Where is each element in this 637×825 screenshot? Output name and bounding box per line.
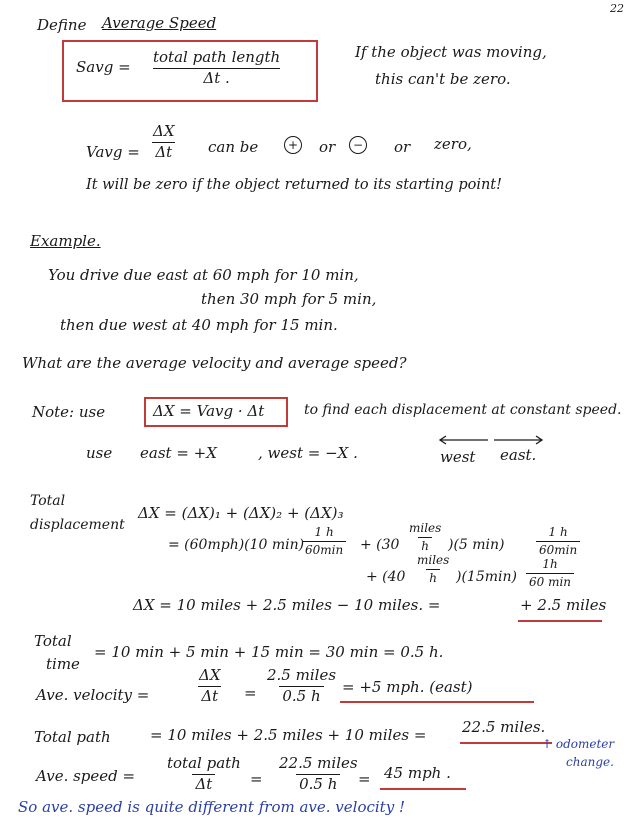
- velocity-fraction: $\frac{\Delta X}{\Delta t}$: [199, 666, 221, 705]
- example-question: What are the average velocity and average speed?: [22, 354, 407, 372]
- savg-numerator: total path length: [153, 48, 281, 66]
- displacement-result: ΔX = 10 miles + 2.5 miles − 10 miles. =: [133, 596, 441, 614]
- savg-denominator: Δt .: [153, 68, 279, 87]
- path-underline: [460, 742, 552, 744]
- path-label: Total path: [34, 728, 111, 746]
- fraction-5: 1h 60 min: [526, 558, 574, 588]
- speed-label: Ave. speed =: [36, 767, 136, 785]
- path-equation: = 10 miles + 2.5 miles + 10 miles =: [150, 726, 427, 744]
- example-line-1: You drive due east at 60 mph for 10 min,: [48, 266, 359, 284]
- example-line-2: then 30 mph for 5 min,: [201, 290, 377, 308]
- displacement-eq1: ΔX = (ΔX)₁ + (ΔX)₂ + (ΔX)₃: [138, 504, 344, 522]
- vavg-can-be: can be: [208, 138, 259, 156]
- fraction-4: miles h: [417, 553, 450, 585]
- use-label: use: [86, 444, 113, 462]
- displacement-eq2-b: + (30: [360, 537, 400, 553]
- section-title: Average Speed: [102, 14, 217, 32]
- displacement-label-1: Total: [30, 493, 66, 509]
- odometer-note-2: change.: [566, 755, 614, 769]
- speed-underline: [380, 788, 466, 790]
- velocity-underline: [340, 701, 534, 703]
- define-note-1: If the object was moving,: [355, 43, 547, 61]
- west-equation: , west = −X .: [258, 444, 358, 462]
- conclusion: So ave. speed is quite different from ave. velocity !: [18, 798, 405, 816]
- arrow-west-label: west: [440, 448, 476, 466]
- velocity-label: Ave. velocity =: [36, 686, 150, 704]
- vavg-fraction: [150, 124, 178, 161]
- vavg-lhs: Vavg =: [86, 143, 140, 161]
- vavg-note: It will be zero if the object returned to its starting point!: [86, 177, 502, 193]
- velocity-equals: =: [244, 684, 257, 702]
- displacement-eq3-a: + (40: [366, 569, 406, 585]
- speed-fraction-2: 22.5 miles 0.5 h: [279, 754, 358, 793]
- vavg-numerator: ΔX: [153, 122, 175, 140]
- direction-arrows-icon: [436, 434, 548, 446]
- vavg-zero: zero,: [434, 135, 472, 153]
- define-label: Define: [37, 16, 87, 34]
- savg-fraction: [150, 50, 283, 87]
- arrow-east-label: east.: [500, 446, 537, 464]
- east-equation: east = +X: [140, 444, 217, 462]
- example-heading: Example.: [30, 232, 101, 250]
- fraction-2: miles h: [409, 521, 442, 553]
- vavg-or-1: or: [319, 138, 336, 156]
- time-label-2: time: [46, 655, 80, 673]
- vavg-denominator: Δt: [152, 142, 175, 161]
- note-tail: to find each displacement at constant speed.: [304, 402, 622, 418]
- speed-equals-2: =: [358, 770, 371, 788]
- displacement-underline: [518, 620, 602, 622]
- time-label-1: Total: [34, 632, 72, 650]
- displacement-eq2-c: )(5 min): [448, 537, 505, 553]
- plus-circle: +: [284, 136, 302, 154]
- odometer-note-1: ↑ odometer: [542, 737, 615, 751]
- path-result: 22.5 miles.: [462, 718, 546, 736]
- define-note-2: this can't be zero.: [375, 70, 511, 88]
- velocity-fraction-2: 2.5 miles 0.5 h: [267, 666, 337, 705]
- displacement-label-2: displacement: [30, 517, 125, 533]
- minus-circle: −: [349, 136, 367, 154]
- displacement-eq2-a: = (60mph)(10 min): [168, 537, 305, 553]
- speed-fraction: total path Δt: [167, 754, 241, 793]
- fraction-1: 1 h 60min: [302, 526, 346, 556]
- note-formula: ΔX = Vavg · Δt: [153, 402, 265, 420]
- page-number: 22: [610, 2, 624, 15]
- time-equation: = 10 min + 5 min + 15 min = 30 min = 0.5 h.: [94, 643, 444, 661]
- displacement-eq3-b: )(15min): [456, 569, 517, 585]
- example-line-3: then due west at 40 mph for 15 min.: [60, 316, 338, 334]
- note-label: Note: use: [32, 403, 106, 421]
- savg-lhs: Savg =: [76, 58, 131, 76]
- displacement-result-value: + 2.5 miles: [520, 596, 607, 614]
- fraction-3: 1 h 60min: [536, 526, 580, 556]
- speed-equals: =: [250, 770, 263, 788]
- vavg-or-2: or: [394, 138, 411, 156]
- speed-result: 45 mph .: [384, 764, 451, 782]
- velocity-result: = +5 mph. (east): [342, 678, 473, 696]
